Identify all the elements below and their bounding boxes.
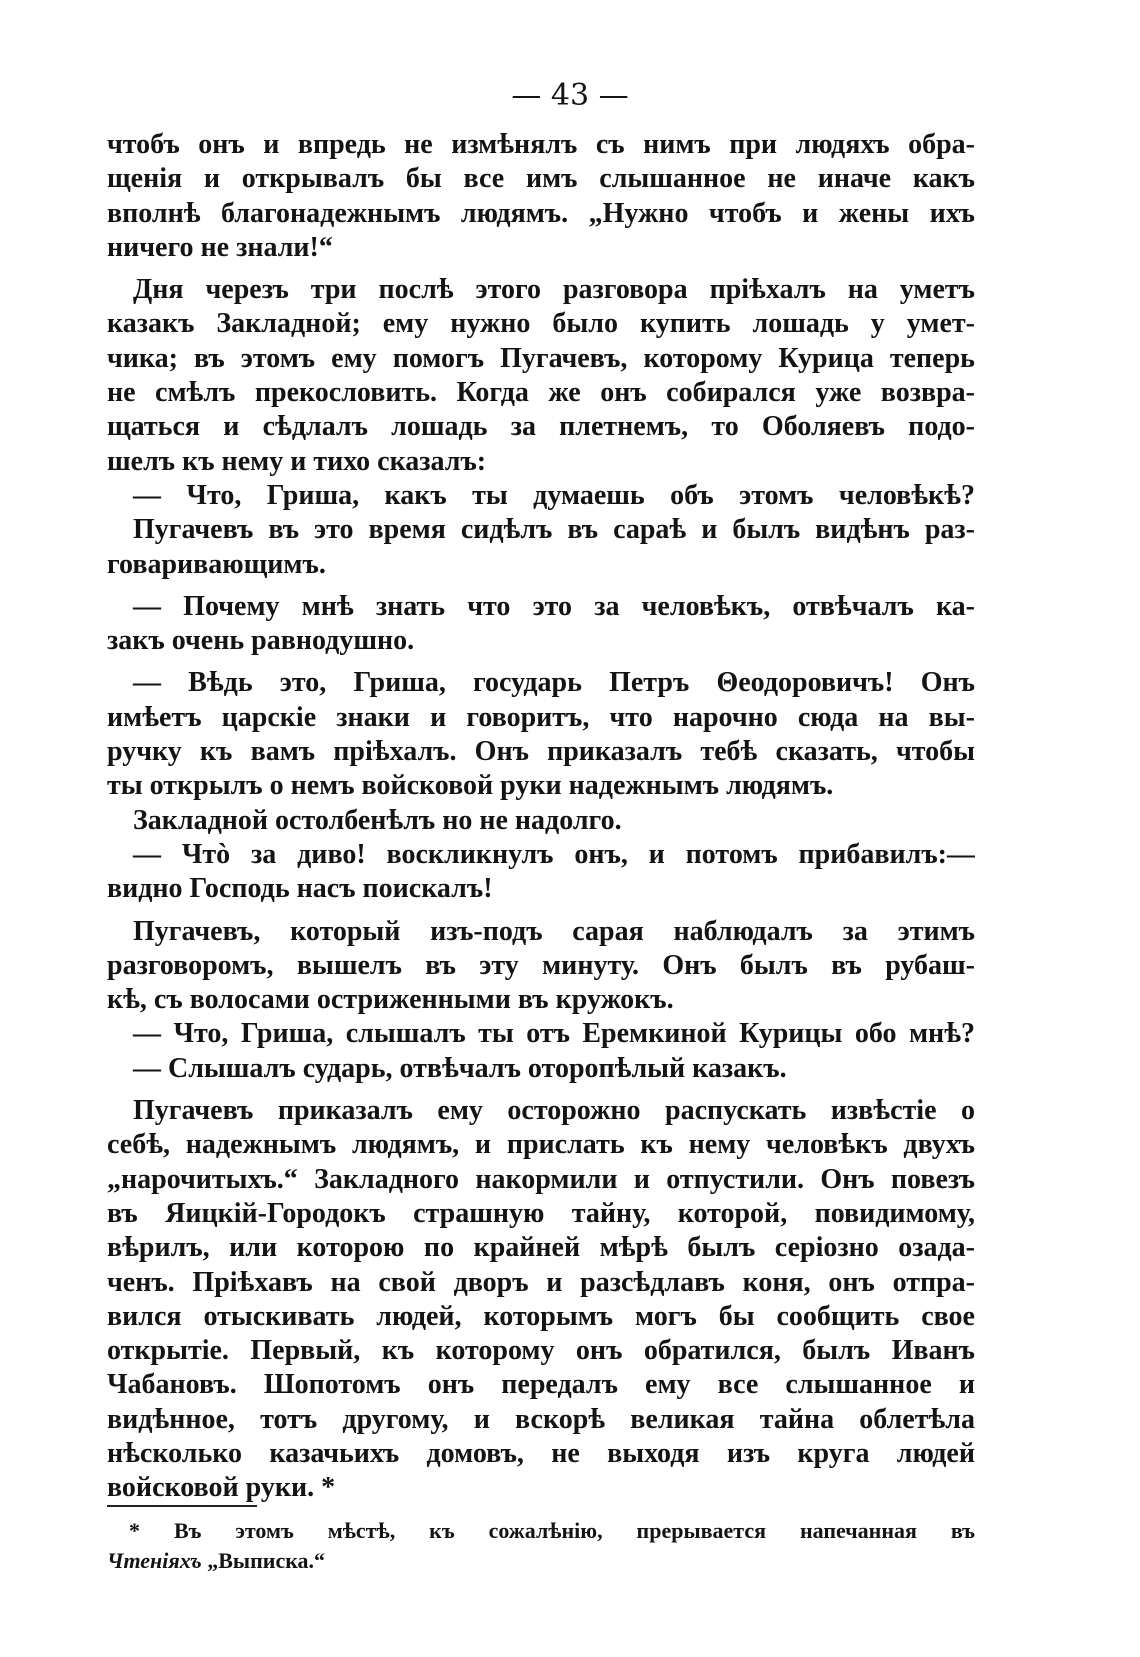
- dialogue-line: — Что, Гриша, какъ ты думаешь объ этомъ человѣкѣ?: [133, 479, 975, 511]
- text-line: чтобъ онъ и впредь не измѣнялъ съ нимъ при людяхъ обра-: [107, 129, 975, 160]
- text-line: себѣ, надежнымъ людямъ, и прислать къ нему человѣкъ двухъ: [107, 1129, 975, 1161]
- text-line: ручку къ вамъ пріѣхалъ. Онъ приказалъ тебѣ сказать, чтобы: [107, 736, 975, 768]
- text-line: видѣнное, тотъ другому, и вскорѣ великая тайна облетѣла: [107, 1403, 975, 1435]
- text-line: имѣетъ царскіе знаки и говоритъ, что нарочно сюда на вы-: [107, 701, 975, 733]
- text-line: разговоромъ, вышелъ въ эту минуту. Онъ былъ въ рубаш-: [107, 949, 975, 981]
- paragraph-start: Закладной остолбенѣлъ но не надолго.: [133, 804, 622, 836]
- footnote: [107, 1516, 975, 1576]
- text-line: нѣсколько казачьихъ домовъ, не выходя изъ круга людей: [107, 1437, 975, 1469]
- text-line: не смѣлъ прекословить. Когда же онъ собирался уже возвра-: [107, 377, 975, 409]
- footnote-line-rest: „Выписка.“: [201, 1548, 326, 1573]
- text-line: ченъ. Пріѣхавъ на свой дворъ и разсѣдлавъ коня, онъ отпра-: [107, 1266, 975, 1298]
- text-line: войсковой руки. *: [107, 1472, 336, 1504]
- dialogue-line: — Почему мнѣ знать что это за человѣкъ, отвѣчалъ ка-: [133, 590, 975, 622]
- text-line: вѣрилъ, или которою по крайней мѣрѣ былъ серіозно озада-: [107, 1232, 975, 1264]
- paragraph-start: Пугачевъ въ это время сидѣлъ въ сараѣ и былъ видѣнъ раз-: [133, 514, 975, 546]
- text-line: чика; въ этомъ ему помогъ Пугачевъ, которому Курица теперь: [107, 342, 975, 374]
- text-line: шелъ къ нему и тихо сказалъ:: [107, 445, 487, 477]
- text-line: въ Яицкій-Городокъ страшную тайну, которой, повидимому,: [107, 1197, 975, 1229]
- text-line: видно Господь насъ поискалъ!: [107, 873, 493, 905]
- text-line: открытіе. Первый, къ которому онъ обратился, былъ Иванъ: [107, 1335, 975, 1367]
- text-line: „нарочитыхъ.“ Закладного накормили и отпустили. Онъ повезъ: [107, 1163, 975, 1195]
- footnote-divider: [107, 1505, 257, 1507]
- dialogue-line: — Слышалъ сударь, отвѣчалъ оторопѣлый казакъ.: [133, 1052, 787, 1084]
- text-line: щаться и сѣдлалъ лошадь за плетнемъ, то Оболяевъ подо-: [107, 411, 975, 443]
- text-line: ничего не знали!“: [107, 231, 333, 263]
- paragraph-start: Пугачевъ приказалъ ему осторожно распускать извѣстіе о: [133, 1095, 975, 1127]
- text-line: кѣ, съ волосами остриженными въ кружокъ.: [107, 984, 674, 1016]
- dialogue-line: — Чтò за диво! воскликнулъ онъ, и потомъ прибавилъ:—: [133, 838, 975, 870]
- text-line: казакъ Закладной; ему нужно было купить лошадь у умет-: [107, 308, 975, 340]
- paragraph-start: Пугачевъ, который изъ-подъ сарая наблюдалъ за этимъ: [133, 915, 975, 947]
- text-line: закъ очень равнодушно.: [107, 625, 415, 657]
- text-line: вполнѣ благонадежнымъ людямъ. „Нужно чтобъ и жены ихъ: [107, 197, 975, 229]
- text-line: Чабановъ. Шопотомъ онъ передалъ ему все слышанное и: [107, 1369, 975, 1401]
- text-line: вился отыскивать людей, которымъ могъ бы сообщить свое: [107, 1300, 975, 1332]
- dialogue-line: — Вѣдь это, Гриша, государь Петръ Θеодоровичъ! Онъ: [133, 667, 975, 699]
- body-text: [107, 128, 975, 1506]
- page-number: — 43 —: [511, 78, 629, 113]
- paragraph-start: Дня черезъ три послѣ этого разговора пріѣхалъ на уметъ: [133, 274, 975, 306]
- footnote-line: [107, 1546, 975, 1576]
- footnote-source-title: Чтеніяхъ: [107, 1548, 202, 1573]
- dialogue-line: — Что, Гриша, слышалъ ты отъ Еремкиной Курицы обо мнѣ?: [133, 1018, 975, 1050]
- text-line: щенія и открывалъ бы все имъ слышанное не иначе какъ: [107, 163, 975, 195]
- text-line: говаривающимъ.: [107, 548, 326, 580]
- text-line: ты открылъ о немъ войсковой руки надежнымъ людямъ.: [107, 770, 834, 802]
- footnote-line: * Въ этомъ мѣстѣ, къ сожалѣнію, прерывается напечанная въ: [129, 1518, 975, 1543]
